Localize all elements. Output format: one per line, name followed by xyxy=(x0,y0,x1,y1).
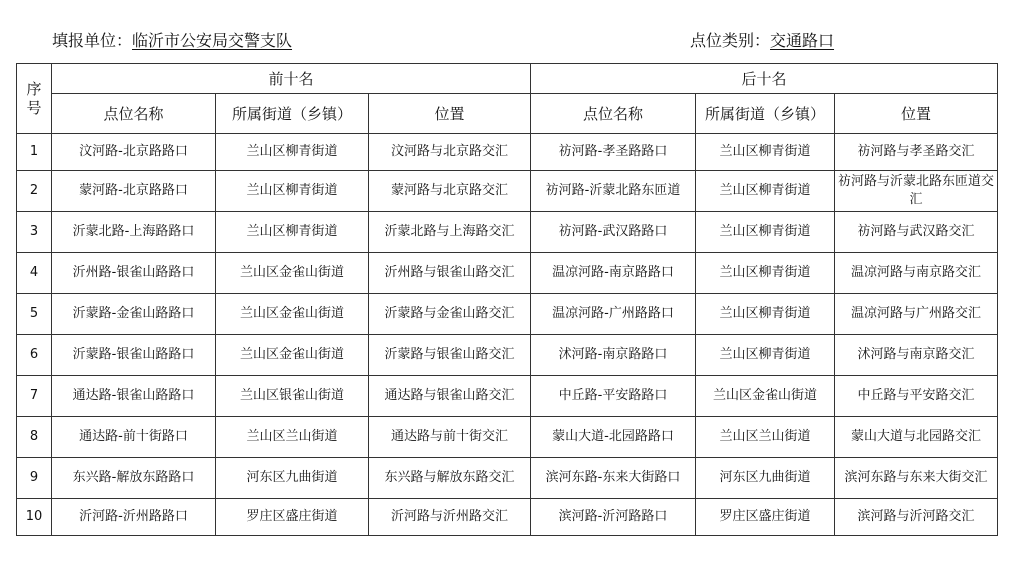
ranking-table xyxy=(16,63,998,536)
table-row xyxy=(17,134,998,171)
top-location-cell: 汶河路与北京路交汇 xyxy=(369,134,531,171)
bottom-location-cell: 温凉河路与南京路交汇 xyxy=(835,253,998,294)
bottom-name-cell: 温凉河路-广州路路口 xyxy=(531,294,696,335)
seq-cell: 7 xyxy=(17,376,52,417)
top-location-cell: 沂蒙北路与上海路交汇 xyxy=(369,212,531,253)
table-row xyxy=(17,376,998,417)
reporting-unit xyxy=(52,29,292,53)
top-name-cell: 沂河路-沂州路路口 xyxy=(52,499,216,536)
seq-cell: 9 xyxy=(17,458,52,499)
col-header-top-street: 所属街道（乡镇） xyxy=(216,94,369,134)
top-name-cell: 蒙河路-北京路路口 xyxy=(52,171,216,212)
bottom-name-cell: 温凉河路-南京路路口 xyxy=(531,253,696,294)
top-location-cell: 沂蒙路与银雀山路交汇 xyxy=(369,335,531,376)
reporting-unit-label: 填报单位： xyxy=(52,31,133,50)
top-street-cell: 兰山区金雀山街道 xyxy=(216,294,369,335)
bottom-name-cell: 滨河东路-东来大街路口 xyxy=(531,458,696,499)
point-type-label: 点位类别： xyxy=(690,31,771,50)
group-header-top-ten: 前十名 xyxy=(52,64,531,94)
bottom-name-cell: 中丘路-平安路路口 xyxy=(531,376,696,417)
top-location-cell: 沂州路与银雀山路交汇 xyxy=(369,253,531,294)
top-street-cell: 罗庄区盛庄街道 xyxy=(216,499,369,536)
seq-cell: 1 xyxy=(17,134,52,171)
top-street-cell: 兰山区金雀山街道 xyxy=(216,253,369,294)
bottom-location-cell: 滨河东路与东来大街交汇 xyxy=(835,458,998,499)
col-header-top-location: 位置 xyxy=(369,94,531,134)
bottom-street-cell: 兰山区柳青街道 xyxy=(696,212,835,253)
bottom-name-cell: 祊河路-武汉路路口 xyxy=(531,212,696,253)
top-name-cell: 汶河路-北京路路口 xyxy=(52,134,216,171)
bottom-name-cell: 祊河路-孝圣路路口 xyxy=(531,134,696,171)
seq-cell: 2 xyxy=(17,171,52,212)
reporting-unit-value: 临沂市公安局交警支队 xyxy=(132,31,293,50)
bottom-street-cell: 兰山区金雀山街道 xyxy=(696,376,835,417)
top-street-cell: 兰山区银雀山街道 xyxy=(216,376,369,417)
table-row xyxy=(17,253,998,294)
top-name-cell: 沂蒙北路-上海路路口 xyxy=(52,212,216,253)
bottom-name-cell: 沭河路-南京路路口 xyxy=(531,335,696,376)
top-name-cell: 沂蒙路-银雀山路路口 xyxy=(52,335,216,376)
bottom-location-cell: 沭河路与南京路交汇 xyxy=(835,335,998,376)
seq-cell: 10 xyxy=(17,499,52,536)
top-name-cell: 沂蒙路-金雀山路路口 xyxy=(52,294,216,335)
bottom-street-cell: 兰山区柳青街道 xyxy=(696,294,835,335)
bottom-street-cell: 罗庄区盛庄街道 xyxy=(696,499,835,536)
seq-cell: 5 xyxy=(17,294,52,335)
bottom-name-cell: 滨河路-沂河路路口 xyxy=(531,499,696,536)
table-row xyxy=(17,171,998,212)
top-location-cell: 沂河路与沂州路交汇 xyxy=(369,499,531,536)
bottom-location-cell: 滨河路与沂河路交汇 xyxy=(835,499,998,536)
seq-cell: 3 xyxy=(17,212,52,253)
top-location-cell: 东兴路与解放东路交汇 xyxy=(369,458,531,499)
seq-header: 序号 xyxy=(17,64,52,134)
bottom-location-cell: 温凉河路与广州路交汇 xyxy=(835,294,998,335)
bottom-street-cell: 河东区九曲街道 xyxy=(696,458,835,499)
seq-cell: 6 xyxy=(17,335,52,376)
table-row xyxy=(17,294,998,335)
table-column-header-row xyxy=(17,94,998,134)
table-row xyxy=(17,212,998,253)
bottom-location-cell: 祊河路与孝圣路交汇 xyxy=(835,134,998,171)
top-location-cell: 通达路与银雀山路交汇 xyxy=(369,376,531,417)
top-name-cell: 沂州路-银雀山路路口 xyxy=(52,253,216,294)
top-name-cell: 通达路-银雀山路路口 xyxy=(52,376,216,417)
bottom-location-cell: 祊河路与武汉路交汇 xyxy=(835,212,998,253)
table-row xyxy=(17,335,998,376)
seq-cell: 8 xyxy=(17,417,52,458)
point-type-value: 交通路口 xyxy=(770,31,835,50)
top-street-cell: 兰山区兰山街道 xyxy=(216,417,369,458)
table-group-header-row xyxy=(17,64,998,94)
top-street-cell: 兰山区金雀山街道 xyxy=(216,335,369,376)
table-row xyxy=(17,417,998,458)
bottom-name-cell: 蒙山大道-北园路路口 xyxy=(531,417,696,458)
bottom-location-cell: 蒙山大道与北园路交汇 xyxy=(835,417,998,458)
bottom-street-cell: 兰山区柳青街道 xyxy=(696,335,835,376)
top-location-cell: 通达路与前十街交汇 xyxy=(369,417,531,458)
top-street-cell: 兰山区柳青街道 xyxy=(216,171,369,212)
bottom-street-cell: 兰山区柳青街道 xyxy=(696,171,835,212)
top-name-cell: 东兴路-解放东路路口 xyxy=(52,458,216,499)
bottom-street-cell: 兰山区兰山街道 xyxy=(696,417,835,458)
point-type xyxy=(690,29,834,53)
bottom-street-cell: 兰山区柳青街道 xyxy=(696,253,835,294)
top-location-cell: 沂蒙路与金雀山路交汇 xyxy=(369,294,531,335)
top-name-cell: 通达路-前十街路口 xyxy=(52,417,216,458)
top-location-cell: 蒙河路与北京路交汇 xyxy=(369,171,531,212)
col-header-top-name: 点位名称 xyxy=(52,94,216,134)
top-street-cell: 河东区九曲街道 xyxy=(216,458,369,499)
top-street-cell: 兰山区柳青街道 xyxy=(216,134,369,171)
table-row xyxy=(17,458,998,499)
bottom-street-cell: 兰山区柳青街道 xyxy=(696,134,835,171)
bottom-location-cell: 祊河路与沂蒙北路东匝道交汇 xyxy=(835,171,998,212)
col-header-bottom-street: 所属街道（乡镇） xyxy=(696,94,835,134)
col-header-bottom-location: 位置 xyxy=(835,94,998,134)
bottom-name-cell: 祊河路-沂蒙北路东匝道 xyxy=(531,171,696,212)
seq-cell: 4 xyxy=(17,253,52,294)
group-header-bottom-ten: 后十名 xyxy=(531,64,998,94)
bottom-location-cell: 中丘路与平安路交汇 xyxy=(835,376,998,417)
top-street-cell: 兰山区柳青街道 xyxy=(216,212,369,253)
col-header-bottom-name: 点位名称 xyxy=(531,94,696,134)
table-row xyxy=(17,499,998,536)
